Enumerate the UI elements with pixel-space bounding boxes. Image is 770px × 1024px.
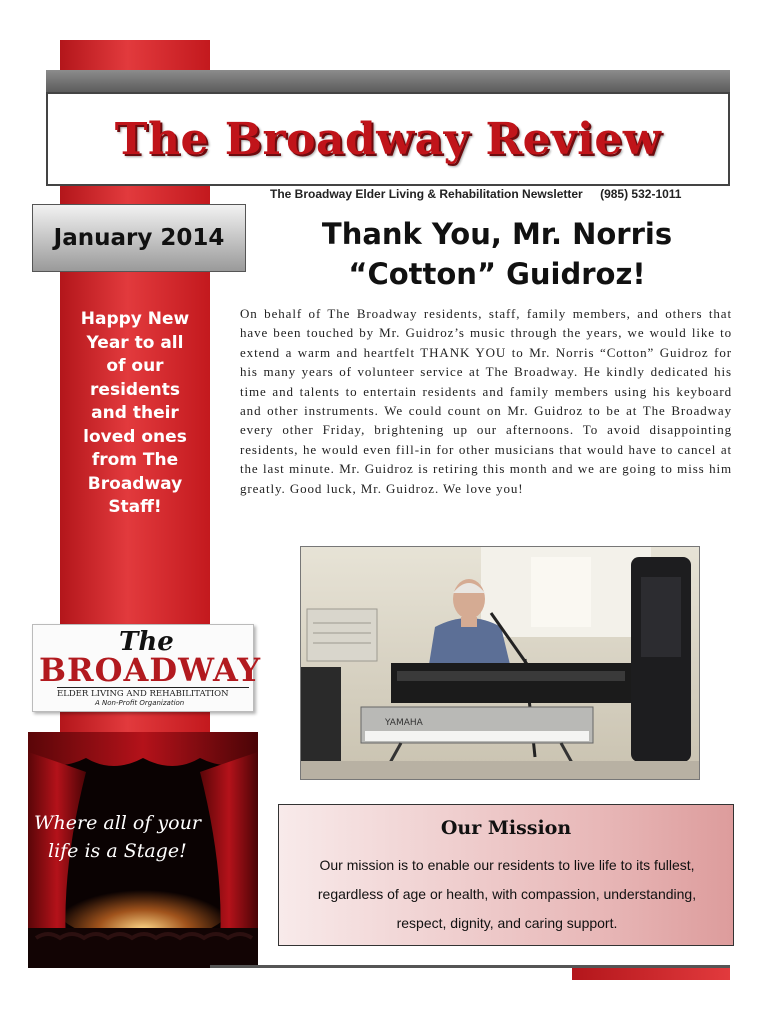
greeting-line: and their (91, 403, 179, 423)
greeting-line: Staff! (108, 497, 162, 517)
logo-name-text: BROADWAY (39, 651, 262, 689)
broadway-logo (32, 624, 262, 712)
greeting-line: Year to all (86, 332, 184, 353)
new-year-greeting (70, 308, 200, 520)
greeting-line: Broadway (87, 473, 183, 494)
greeting-line: Happy New (80, 309, 190, 329)
mission-box (278, 804, 734, 946)
newsletter-title: The Broadway Review (114, 113, 662, 165)
stage-image (28, 732, 258, 968)
keyboard-brand: YAMAHA (385, 718, 423, 728)
mission-statement: Our mission is to enable our residents to live life to its fullest, regardless of age or health, with compassion, understanding, respect, dignity, and caring support. (317, 857, 697, 931)
mission-title: Our Mission (440, 817, 572, 839)
greeting-line: from The (91, 450, 179, 470)
greeting-line: loved ones (83, 426, 187, 447)
stage-slogan-line-2: life is a Stage! (48, 840, 187, 862)
stage-slogan-line-1: Where all of your (34, 812, 201, 834)
masthead-box (46, 92, 730, 186)
header-gray-bar (46, 70, 730, 92)
musician-photo (300, 546, 700, 780)
issue-date-box (32, 204, 246, 272)
photo-illustration (301, 547, 699, 779)
headline-line-1: Thank You, Mr. Norris (321, 217, 673, 251)
phone-number: (985) 532-1011 (600, 187, 682, 201)
logo-subtitle: ELDER LIVING AND REHABILITATION (57, 687, 249, 699)
masthead-subtitle (270, 187, 730, 201)
footer-red-bar (572, 968, 730, 980)
greeting-line: of our (106, 356, 164, 376)
headline-line-2: “Cotton” Guidroz! (348, 257, 646, 291)
issue-date: January 2014 (53, 225, 225, 251)
article-body: On behalf of The Broadway residents, staff, family members, and others that have been touched by Mr. Guidroz’s music through the years, we would like to extend a warm and heartfelt THANK YOU to Mr. Norris “Cotton” Guidroz for his many years of volunteer service at The Broadway. He kindly dedicated his time and talents to entertain residents and family members using his keyboard and other instruments. We could count on Mr. Guidroz to be at The Broadway every other Friday, brightening up our afternoons. To avoid disappointing residents, he would even fill-in for other musicians that would have to cancel at the last minute. Mr. Guidroz is retiring this month and we are going to miss him greatly. Good luck, Mr. Guidroz. We love you! (240, 306, 732, 496)
greeting-line: residents (90, 379, 180, 400)
logo-the-text: The (119, 627, 174, 657)
logo-org-text: A Non-Profit Organization (95, 699, 185, 707)
newsletter-name: The Broadway Elder Living & Rehabilitation Newsletter (270, 187, 583, 201)
article-headline (262, 214, 732, 294)
